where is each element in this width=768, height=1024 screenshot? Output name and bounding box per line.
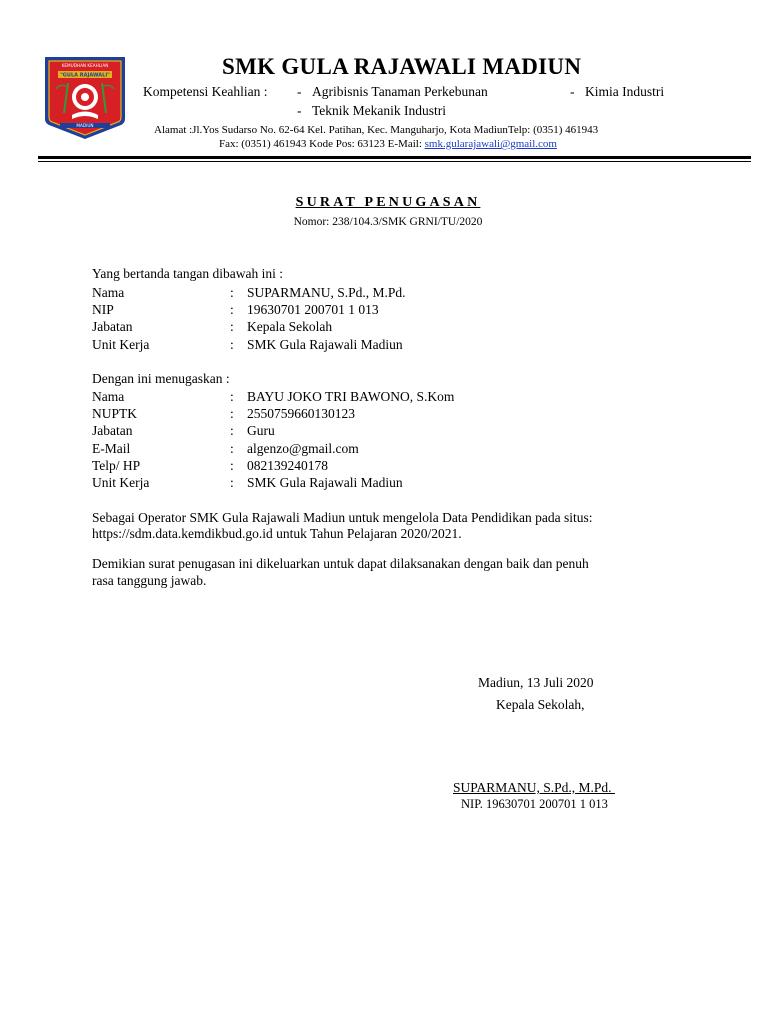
school-name: SMK GULA RAJAWALI MADIUN xyxy=(222,54,582,79)
signer-label-jabatan: Jabatan xyxy=(92,319,133,334)
assignee-label-telp: Telp/ HP xyxy=(92,458,141,473)
kompetensi-dash-2: - xyxy=(570,84,575,99)
assignee-value-nama: BAYU JOKO TRI BAWONO, S.Kom xyxy=(247,389,455,404)
header-rule-thin xyxy=(38,161,751,162)
signer-colon: : xyxy=(230,337,234,352)
assignee-value-nuptk: 2550759660130123 xyxy=(247,406,355,421)
signer-colon: : xyxy=(230,319,234,334)
signer-position: Kepala Sekolah, xyxy=(496,697,585,712)
kompetensi-item-1: Agribisnis Tanaman Perkebunan xyxy=(312,84,488,99)
assignee-label-jabatan: Jabatan xyxy=(92,423,133,438)
closing-line-1: Demikian surat penugasan ini dikeluarkan untuk dapat dilaksanakan dengan baik dan penuh xyxy=(92,556,589,571)
signer-name: SUPARMANU, S.Pd., M.Pd. xyxy=(453,780,615,795)
letter-number: Nomor: 238/104.3/SMK GRNI/TU/2020 xyxy=(293,216,483,228)
contact-line xyxy=(219,138,557,150)
logo-top-text: KEMUDHAN KEAHLIAN xyxy=(61,63,109,68)
letter-title: SURAT PENUGASAN xyxy=(295,195,481,210)
signer-label-nip: NIP xyxy=(92,302,114,317)
logo-bottom-text: MADIUN xyxy=(76,123,94,129)
signer-nip: NIP. 19630701 200701 1 013 xyxy=(461,797,608,811)
kompetensi-label: Kompetensi Keahlian : xyxy=(143,84,268,99)
kompetensi-item-3: Teknik Mekanik Industri xyxy=(312,103,447,118)
logo-center-text: "GULA RAJAWALI" xyxy=(60,72,110,79)
assignee-value-unit: SMK Gula Rajawali Madiun xyxy=(247,475,403,490)
purpose-line-2: https://sdm.data.kemdikbud.go.id untuk Tahun Pelajaran 2020/2021. xyxy=(92,526,462,541)
contact-prefix: Fax: (0351) 461943 Kode Pos: 63123 E-Mail: xyxy=(219,138,425,150)
assignee-colon: : xyxy=(230,458,234,473)
assignee-colon: : xyxy=(230,389,234,404)
assignee-label-nama: Nama xyxy=(92,389,125,404)
signer-value-unit: SMK Gula Rajawali Madiun xyxy=(247,337,403,352)
assignee-label-email: E-Mail xyxy=(92,441,131,456)
email-link[interactable]: smk.gularajawali@gmail.com xyxy=(424,138,557,150)
assignee-colon: : xyxy=(230,406,234,421)
assignee-colon: : xyxy=(230,423,234,438)
purpose-line-1: Sebagai Operator SMK Gula Rajawali Madiun untuk mengelola Data Pendidikan pada situs: xyxy=(92,510,593,525)
school-logo xyxy=(42,53,128,141)
signer-value-nip: 19630701 200701 1 013 xyxy=(247,302,379,317)
header-rule-thick xyxy=(38,156,751,159)
assignee-label-unit: Unit Kerja xyxy=(92,475,150,490)
assignee-colon: : xyxy=(230,441,234,456)
place-date: Madiun, 13 Juli 2020 xyxy=(478,675,594,690)
closing-line-2: rasa tanggung jawab. xyxy=(92,573,207,588)
assignee-intro: Dengan ini menugaskan : xyxy=(92,371,230,386)
assignee-label-nuptk: NUPTK xyxy=(92,406,138,421)
signer-colon: : xyxy=(230,285,234,300)
kompetensi-dash-1: - xyxy=(297,84,302,99)
assignee-value-email: algenzo@gmail.com xyxy=(247,441,359,456)
address-line: Alamat :Jl.Yos Sudarso No. 62-64 Kel. Patihan, Kec. Manguharjo, Kota MadiunTelp: (0351) 461943 xyxy=(154,124,599,136)
assignee-value-jabatan: Guru xyxy=(247,423,275,438)
signer-intro: Yang bertanda tangan dibawah ini : xyxy=(92,266,283,281)
signer-value-jabatan: Kepala Sekolah xyxy=(247,319,333,334)
signer-colon: : xyxy=(230,302,234,317)
kompetensi-item-2: Kimia Industri xyxy=(585,84,665,99)
kompetensi-dash-3: - xyxy=(297,103,302,118)
assignee-value-telp: 082139240178 xyxy=(247,458,328,473)
signer-label-unit: Unit Kerja xyxy=(92,337,150,352)
signer-value-nama: SUPARMANU, S.Pd., M.Pd. xyxy=(247,285,406,300)
assignee-colon: : xyxy=(230,475,234,490)
signer-label-nama: Nama xyxy=(92,285,125,300)
